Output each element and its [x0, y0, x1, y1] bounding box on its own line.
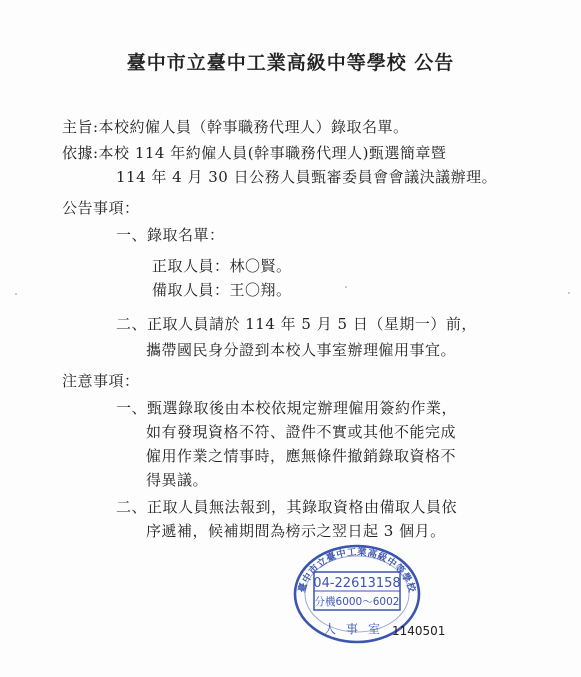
- seal-extension: 分機6000～6002: [314, 596, 400, 608]
- scan-speck: [15, 293, 17, 295]
- seal-org-arc: 臺中市立臺中工業高級中等學校: [296, 546, 418, 595]
- item1-backup: 備取人員：王〇翔。: [152, 281, 292, 299]
- stamp-id: 1140501: [392, 624, 446, 638]
- seal-office: 人事室: [323, 622, 391, 636]
- notes-heading: 注意事項：: [62, 372, 140, 390]
- item1-heading: 一、錄取名單：: [116, 226, 225, 244]
- note2-line-2: 序遞補，候補期間為榜示之翌日起 3 個月。: [146, 522, 446, 540]
- note1-line-4: 得異議。: [146, 471, 209, 489]
- item2-line-1: 二、正取人員請於 114 年 5 月 5 日（星期一）前，: [116, 315, 477, 333]
- item1-primary: 正取人員：林〇賢。: [152, 257, 292, 275]
- note2-line-1: 二、正取人員無法報到，其錄取資格由備取人員依: [116, 498, 458, 516]
- scan-speck: [345, 286, 347, 288]
- scan-speck: [568, 292, 570, 294]
- basis-line-2: 114 年 4 月 30 日公務人員甄審委員會會議決議辦理。: [116, 168, 498, 186]
- note1-line-3: 僱用作業之情事時，應無條件撤銷錄取資格不: [146, 447, 457, 465]
- announce-heading: 公告事項：: [62, 199, 140, 217]
- note1-line-2: 如有發現資格不符、證件不實或其他不能完成: [146, 423, 457, 441]
- basis-line-1: 依據:本校 114 年約僱人員(幹事職務代理人)甄選簡章暨: [62, 144, 447, 162]
- note1-line-1: 一、甄選錄取後由本校依規定辦理僱用簽約作業，: [116, 399, 458, 417]
- notice-title: 臺中市立臺中工業高級中等學校 公告: [126, 52, 455, 74]
- subject-line: 主旨:本校約僱人員（幹事職務代理人）錄取名單。: [62, 118, 409, 136]
- seal-phone: 04-22613158: [313, 576, 401, 591]
- item2-line-2: 攜帶國民身分證到本校人事室辦理僱用事宜。: [146, 341, 457, 359]
